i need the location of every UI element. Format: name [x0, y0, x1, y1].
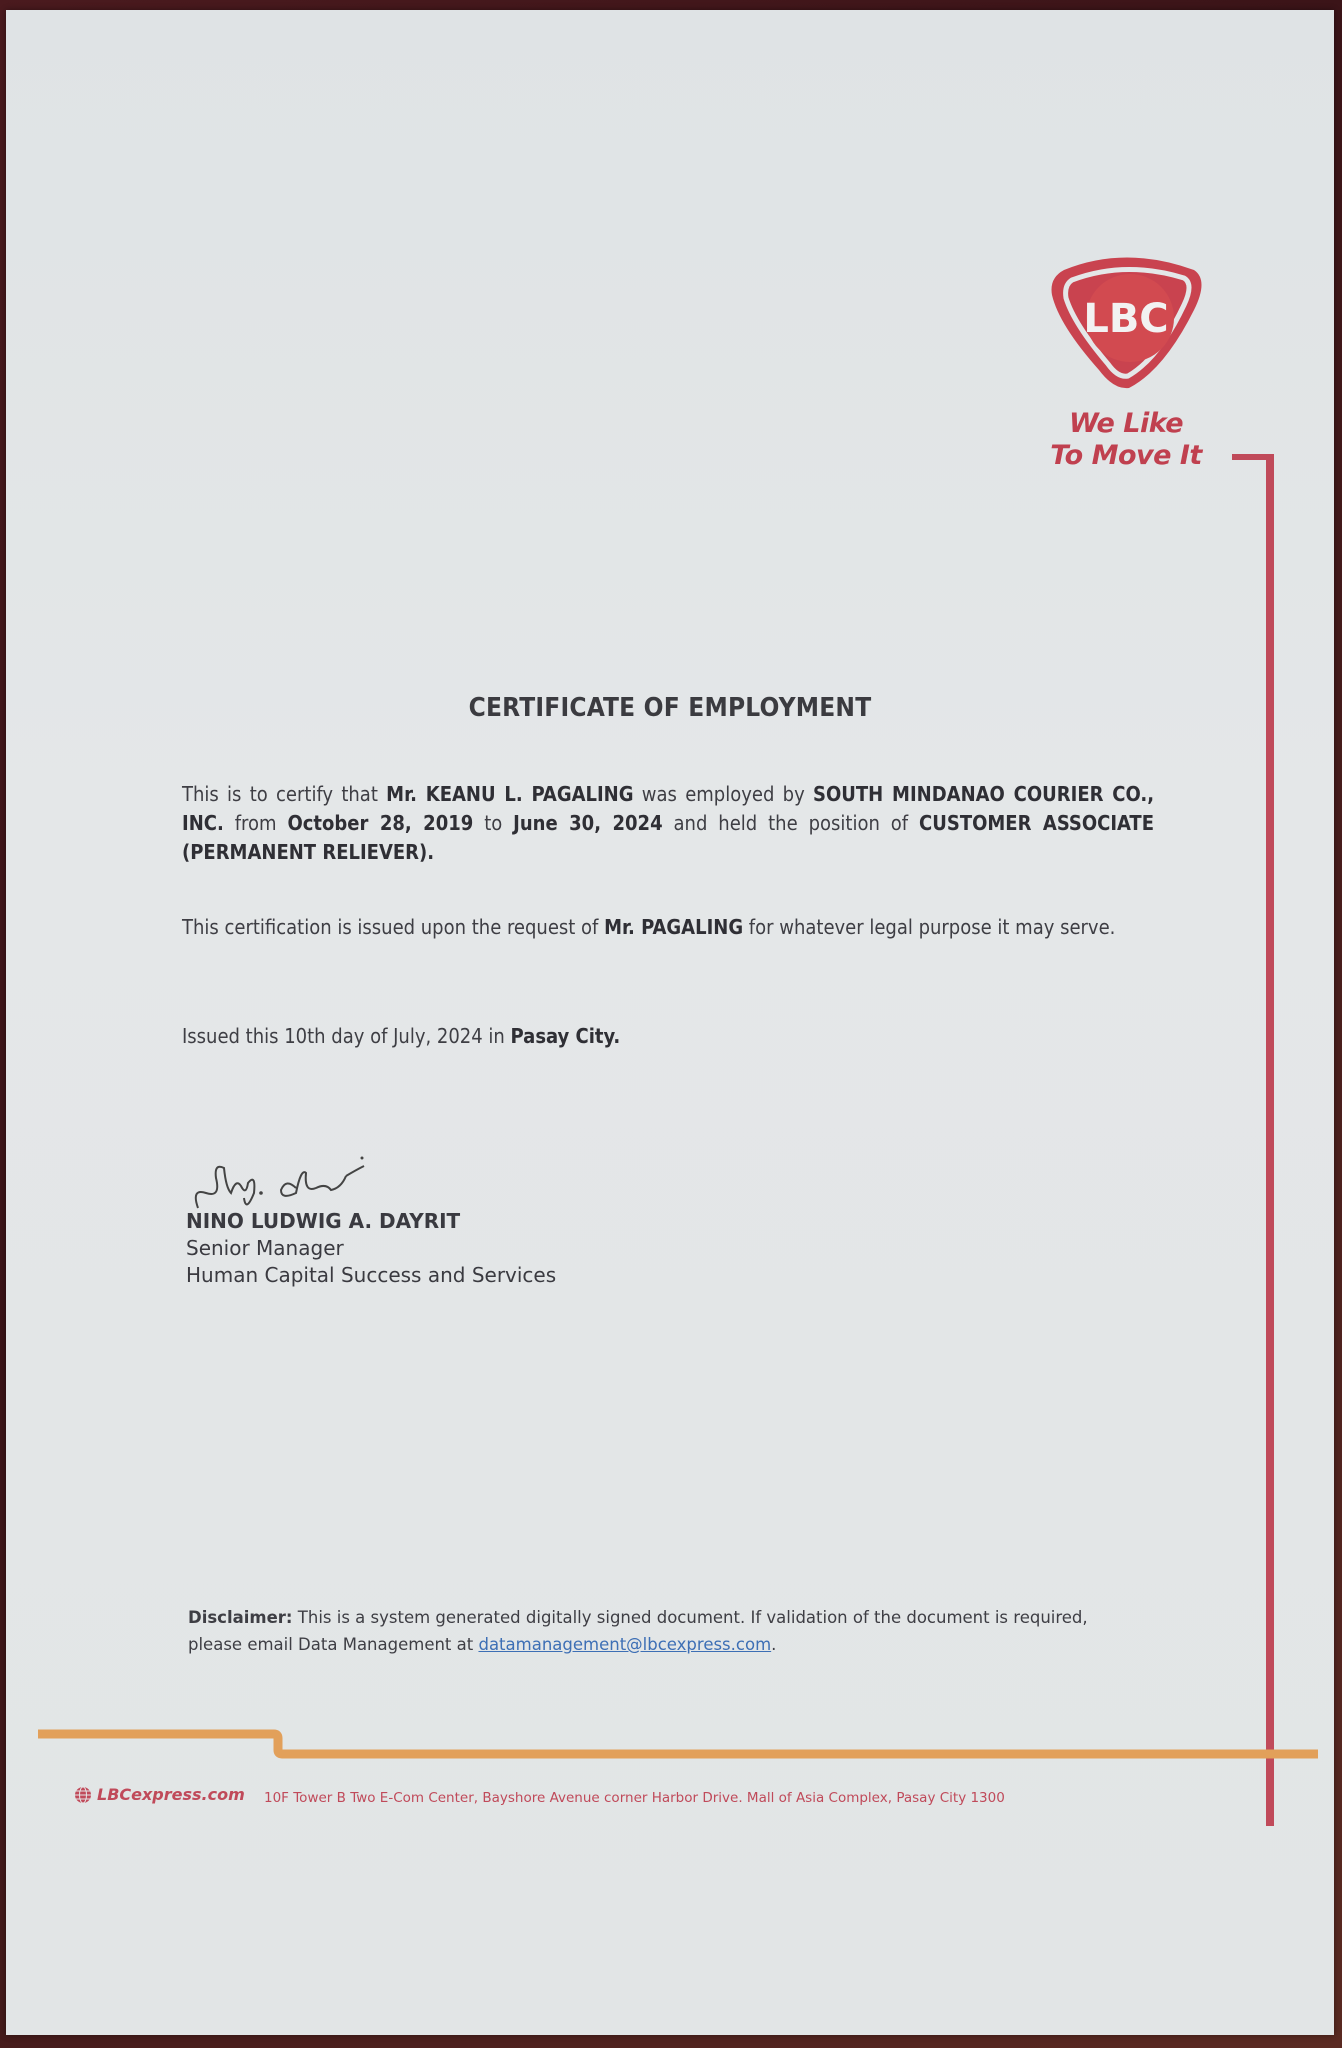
requester-name: Mr. PAGALING [604, 915, 744, 939]
document-page [6, 10, 1334, 2035]
position: CUSTOMER ASSOCIATE (PERMANENT RELIEVER). [182, 811, 1154, 864]
tagline-line1: We Like [1068, 408, 1184, 439]
signatory-department: Human Capital Success and Services [186, 1263, 557, 1287]
globe-icon [74, 1786, 92, 1804]
employee-name: Mr. KEANU L. PAGALING [386, 782, 634, 806]
website-label: LBCexpress.com [97, 1785, 245, 1804]
tagline [1036, 408, 1216, 472]
document-title: CERTIFICATE OF EMPLOYMENT [468, 693, 872, 723]
company-name: SOUTH MINDANAO COURIER CO., INC. [182, 782, 1155, 835]
svg-text:LBC: LBC [1083, 296, 1169, 342]
signatory-block [186, 1208, 556, 1289]
footer-address: 10F Tower B Two E-Com Center, Bayshore Avenue corner Harbor Drive. Mall of Asia Complex, Pasay City 1300 [264, 1790, 1005, 1806]
signatory-name: NINO LUDWIG A. DAYRIT [186, 1209, 461, 1233]
certification-paragraph: This is to certify that Mr. KEANU L. PAGALING was employed by SOUTH MINDANAO COURIER CO., INC. from October 28, 2019 to June 30, 2024 and held the position of CUSTOMER ASSOCIATE (PERMANENT RELIEVER). [182, 782, 1155, 864]
footer-divider [38, 1728, 1318, 1768]
signatory-title: Senior Manager [186, 1236, 344, 1260]
end-date: June 30, 2024 [513, 811, 663, 835]
data-management-email-link[interactable]: datamanagement@lbcexpress.com [478, 1635, 772, 1654]
footer-website[interactable] [74, 1785, 245, 1804]
issue-place: Pasay City. [510, 1024, 621, 1048]
disclaimer-label: Disclaimer: [188, 1608, 293, 1627]
disclaimer: Disclaimer: This is a system generated digitally signed document. If validation of the document is required, please email Data Management at datamanagement@lbcexpress.com. [188, 1608, 1088, 1654]
issued-paragraph: Issued this 10th day of July, 2024 in Pasay City. [182, 1024, 621, 1048]
lbc-logo-icon [1044, 250, 1206, 390]
tagline-line2: To Move It [1050, 440, 1202, 471]
start-date: October 28, 2019 [287, 811, 474, 835]
decorative-rail [1266, 454, 1274, 1826]
purpose-paragraph: This certification is issued upon the request of Mr. PAGALING for whatever legal purpose it may serve. [182, 915, 1116, 939]
